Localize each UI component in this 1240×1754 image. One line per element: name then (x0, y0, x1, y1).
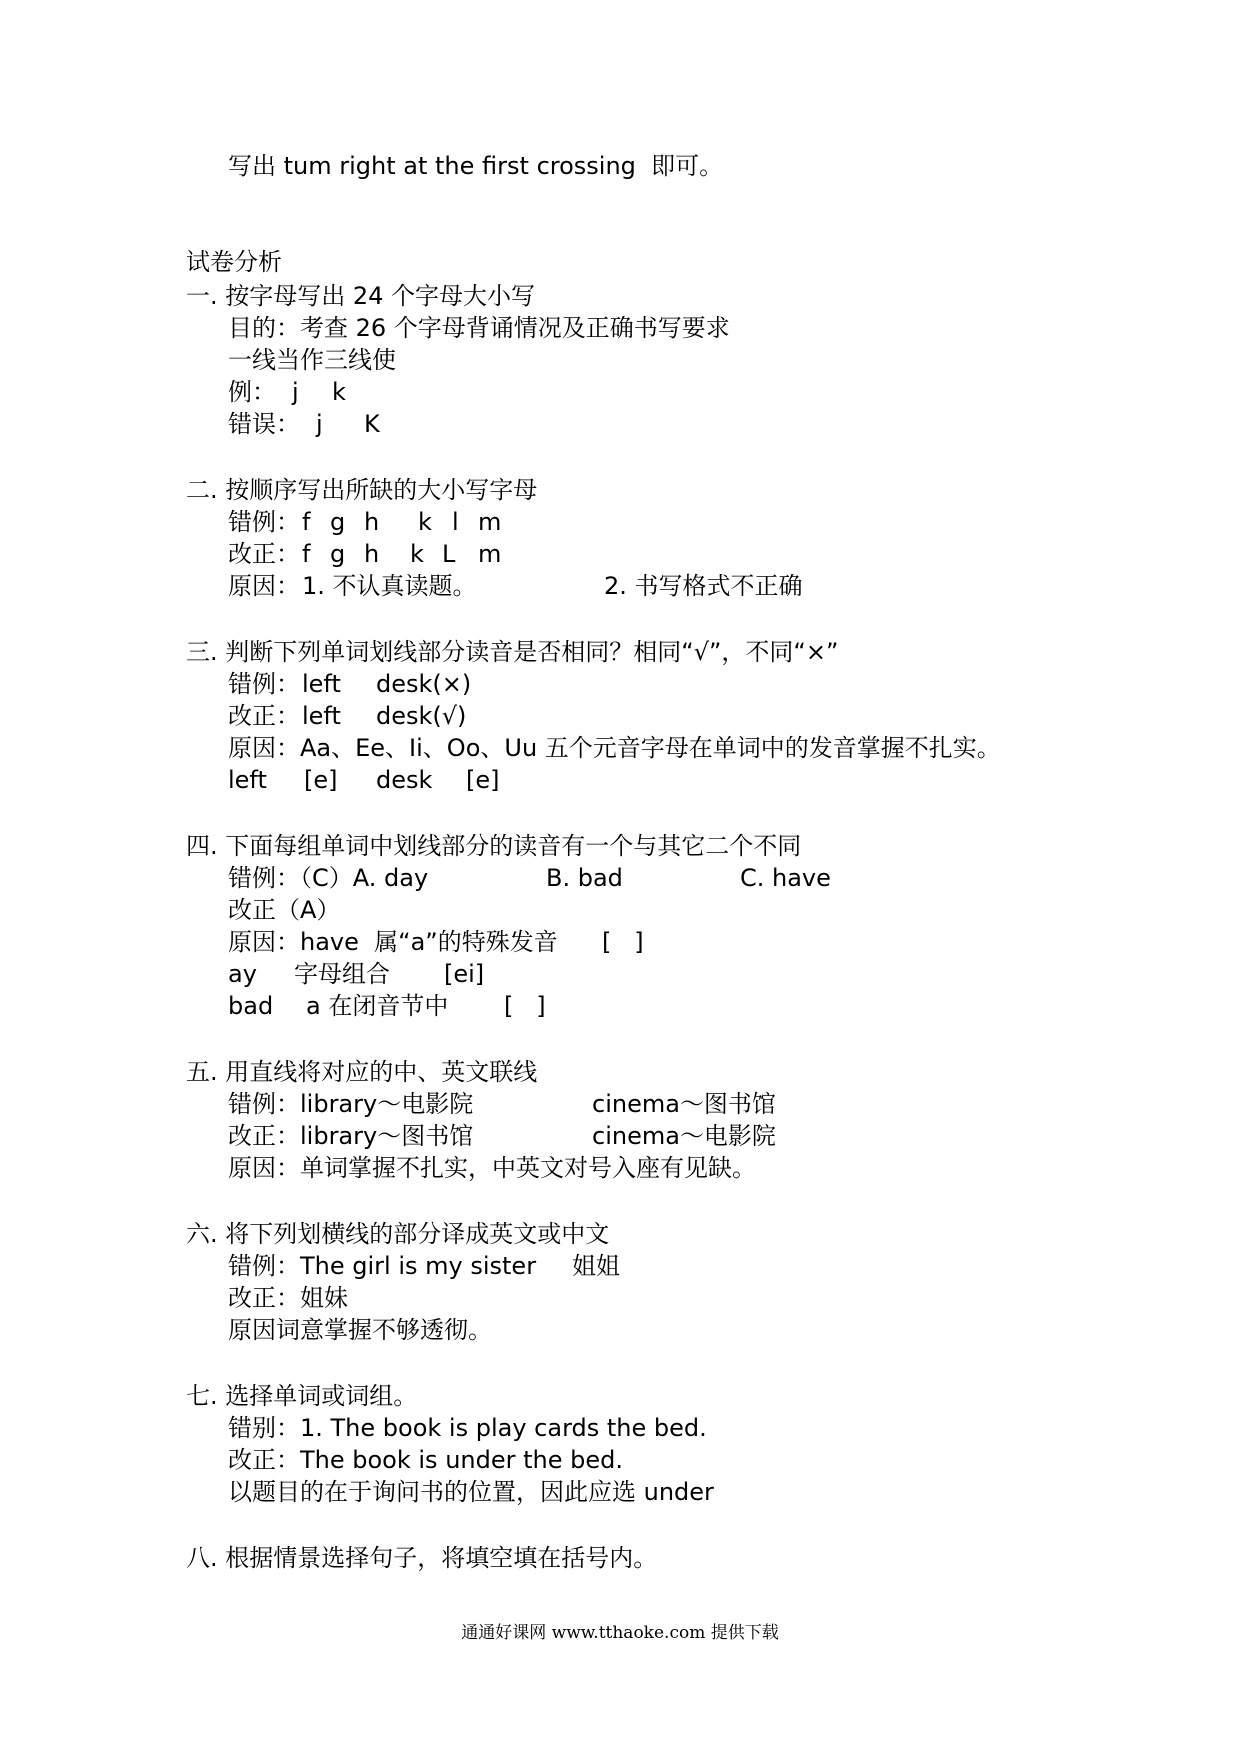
section-4-bad-desc: a 在闭音节中 (306, 992, 449, 1020)
section-5-reason: 原因：单词掌握不扎实，中英文对号入座有见缺。 (228, 1154, 756, 1182)
section-4-ay-symbol: [ei] (444, 960, 485, 988)
section-2-wrong-letter: m (478, 508, 502, 536)
section-3-fix-word-1: left (302, 702, 341, 730)
section-1-example-b: k (332, 378, 346, 406)
section-1-error-label: 错误： (228, 410, 300, 438)
section-3-phon-symbol-1: [e] (304, 766, 338, 794)
section-5-fix-b: cinema～电影院 (592, 1122, 776, 1150)
section-2-reason-label: 原因： (228, 572, 300, 600)
section-2-fix-letter: f (302, 540, 311, 568)
section-6-wrong-b: 姐姐 (572, 1252, 620, 1280)
section-1-example-a: j (292, 378, 299, 406)
section-2-wrong-letter: k (418, 508, 432, 536)
section-1-purpose: 目的：考查 26 个字母背诵情况及正确书写要求 (228, 314, 730, 342)
section-1-note: 一线当作三线使 (228, 346, 396, 374)
section-3-heading: 三. 判断下列单词划线部分读音是否相同？相同“√”，不同“×” (186, 638, 839, 666)
section-2-wrong-letter: h (364, 508, 380, 536)
section-3-wrong-word-2: desk(×) (376, 670, 472, 698)
intro-line: 写出 tum right at the first crossing 即可。 (228, 152, 724, 180)
section-4-reason-symbol: [ ] (602, 928, 644, 956)
section-6-wrong-label: 错例：The girl is my sister (228, 1252, 537, 1280)
section-3-phon-word-1: left (228, 766, 267, 794)
page-footer: 通通好课网 www.tthaoke.com 提供下载 (461, 1623, 779, 1643)
section-3-fix-label: 改正： (228, 702, 300, 730)
section-4-heading: 四. 下面每组单词中划线部分的读音有一个与其它二个不同 (186, 832, 802, 860)
section-4-fix: 改正（A） (228, 896, 341, 924)
section-3-phon-word-2: desk (376, 766, 433, 794)
section-5-wrong-label: 错例：library～电影院 (228, 1090, 474, 1118)
section-2-fix-letter: g (330, 540, 346, 568)
section-4-bad-symbol: [ ] (504, 992, 546, 1020)
section-5-heading: 五. 用直线将对应的中、英文联线 (186, 1058, 538, 1086)
section-6-reason: 原因词意掌握不够透彻。 (228, 1316, 492, 1344)
section-5-wrong-b: cinema～图书馆 (592, 1090, 776, 1118)
section-3-wrong-label: 错例： (228, 670, 300, 698)
section-8-heading: 八. 根据情景选择句子，将填空填在括号内。 (186, 1544, 658, 1572)
section-7-wrong: 错别：1. The book is play cards the bed. (228, 1414, 707, 1442)
section-2-heading: 二. 按顺序写出所缺的大小写字母 (186, 476, 538, 504)
section-7-fix: 改正：The book is under the bed. (228, 1446, 623, 1474)
section-2-wrong-letter: f (302, 508, 311, 536)
section-2-fix-label: 改正： (228, 540, 300, 568)
section-2-wrong-label: 错例： (228, 508, 300, 536)
section-3-fix-word-2: desk(√) (376, 702, 467, 730)
section-2-fix-letter: h (364, 540, 380, 568)
section-2-wrong-letter: g (330, 508, 346, 536)
section-4-ay-desc: 字母组合 (294, 960, 390, 988)
section-1-heading: 一. 按字母写出 24 个字母大小写 (186, 282, 536, 310)
section-4-wrong-label: 错例：（C）A. day (228, 864, 429, 892)
section-5-fix-label: 改正：library～图书馆 (228, 1122, 474, 1150)
section-3-wrong-word-1: left (302, 670, 341, 698)
section-4-ay-word: ay (228, 960, 257, 988)
section-3-reason: 原因：Aa、Ee、Ii、Oo、Uu 五个元音字母在单词中的发音掌握不扎实。 (228, 734, 1001, 762)
section-2-fix-letter: m (478, 540, 502, 568)
section-6-heading: 六. 将下列划横线的部分译成英文或中文 (186, 1220, 610, 1248)
section-7-heading: 七. 选择单词或词组。 (186, 1382, 418, 1410)
section-2-wrong-letter: l (452, 508, 459, 536)
section-4-reason-label: 原因：have 属“a”的特殊发音 (228, 928, 558, 956)
section-4-option-b: B. bad (546, 864, 623, 892)
section-4-option-c: C. have (740, 864, 831, 892)
section-1-error-a: j (316, 410, 323, 438)
section-1-example-label: 例： (228, 378, 276, 406)
section-4-bad-word: bad (228, 992, 274, 1020)
section-3-phon-symbol-2: [e] (466, 766, 500, 794)
section-2-reason-2: 2. 书写格式不正确 (604, 572, 803, 600)
doc-title: 试卷分析 (186, 248, 282, 276)
section-6-fix: 改正：姐妹 (228, 1284, 348, 1312)
section-7-reason: 以题目的在于询问书的位置，因此应选 under (228, 1478, 714, 1506)
section-2-reason-1: 1. 不认真读题。 (302, 572, 477, 600)
section-1-error-b: K (364, 410, 380, 438)
section-2-fix-letter: k (410, 540, 424, 568)
section-2-fix-letter: L (442, 540, 456, 568)
